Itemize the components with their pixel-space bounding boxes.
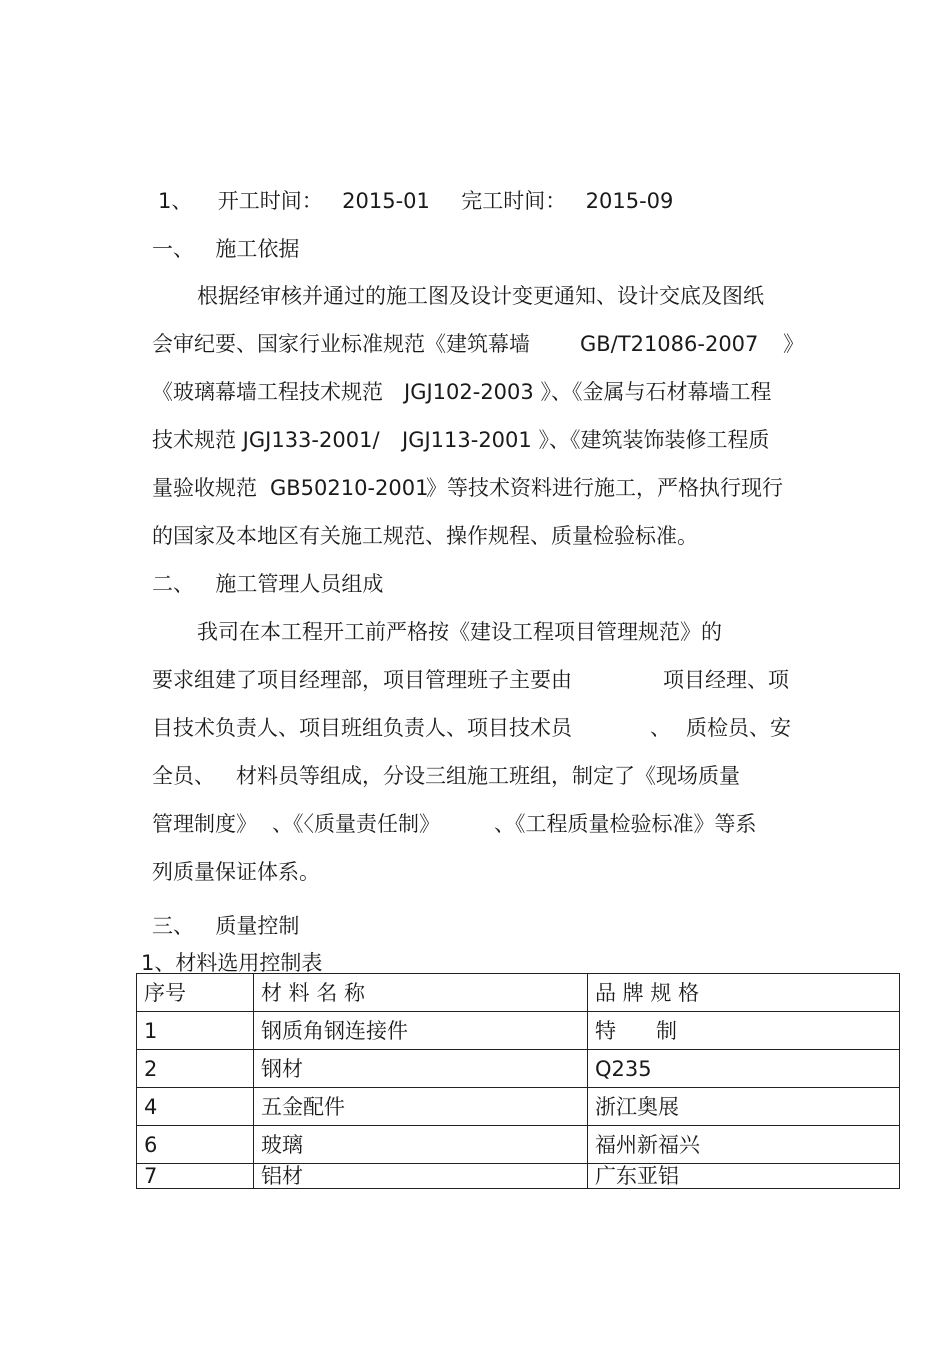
heading-text: 施工依据 [215, 237, 300, 261]
paragraph-line: 材料员等组成，分设三组施工班组，制定了《现场质量 [236, 764, 740, 788]
heading-number: 二、 [152, 572, 194, 596]
section-heading [152, 570, 383, 598]
heading-number: 三、 [152, 914, 194, 938]
table-cell: 2 [137, 1050, 254, 1088]
end-label: 完工时间： [461, 189, 567, 213]
table-cell: 五金配件 [254, 1088, 588, 1126]
header-cell: 材 料 名 称 [254, 974, 588, 1012]
paragraph-line: 管理制度》 [152, 812, 257, 836]
heading-text: 质量控制 [215, 914, 300, 938]
section-heading [152, 235, 299, 263]
table-cell: 4 [137, 1088, 254, 1126]
material-table [136, 973, 900, 1189]
paragraph-line: 列质量保证体系。 [152, 860, 320, 884]
paragraph-line: 质检员、安 [686, 716, 791, 740]
table-cell: 1 [137, 1012, 254, 1050]
table-row [137, 1126, 900, 1164]
table-cell: 铝材 [254, 1164, 588, 1189]
table-cell: 福州新福兴 [588, 1126, 900, 1164]
paragraph-line: 根据经审核并通过的施工图及设计变更通知、设计交底及图纸 [197, 284, 764, 308]
table-cell: 浙江奥展 [588, 1088, 900, 1126]
schedule-line [158, 187, 673, 215]
table-cell: 玻璃 [254, 1126, 588, 1164]
paragraph-line: 、《〈质量责任制》 [272, 812, 440, 836]
table-row [137, 1164, 900, 1189]
section-heading [152, 912, 299, 940]
table-cell: 6 [137, 1126, 254, 1164]
paragraph-line: GB50210-2001 [270, 476, 429, 500]
table-row [137, 1012, 900, 1050]
paragraph-line: 》 [783, 332, 804, 356]
paragraph-line: 技术规范 JGJ133-2001/ [152, 428, 380, 452]
table-row [137, 1050, 900, 1088]
table-caption: 1、材料选用控制表 [141, 951, 323, 975]
table-cell: 7 [137, 1164, 254, 1189]
start-value: 2015-01 [342, 189, 430, 213]
table-cell: 广东亚铝 [588, 1164, 900, 1189]
paragraph-line: 项目经理、项 [663, 668, 789, 692]
paragraph-line: 、《工程质量检验标准》等系 [494, 812, 757, 836]
paragraph-line: 全员、 [152, 764, 215, 788]
start-label: 开工时间： [217, 189, 323, 213]
table-cell: Q235 [588, 1050, 900, 1088]
paragraph-line: GB/T21086-2007 [580, 332, 759, 356]
header-cell: 品 牌 规 格 [588, 974, 900, 1012]
heading-text: 施工管理人员组成 [215, 572, 384, 596]
table-header-row [137, 974, 900, 1012]
paragraph-line: 、 [650, 716, 671, 740]
table-row [137, 1088, 900, 1126]
table-cell: 钢材 [254, 1050, 588, 1088]
paragraph-line: 要求组建了项目经理部，项目管理班子主要由 [152, 668, 572, 692]
paragraph-line: JGJ113-2001 》、《建筑装饰装修工程质 [402, 428, 770, 452]
paragraph-line: 会审纪要、国家行业标准规范《建筑幕墙 [152, 332, 530, 356]
end-value: 2015-09 [585, 189, 674, 213]
paragraph-line: 我司在本工程开工前严格按《建设工程项目管理规范》的 [197, 620, 722, 644]
paragraph-line: 量验收规范 [152, 476, 257, 500]
paragraph-line: 《玻璃幕墙工程技术规范 [152, 380, 383, 404]
table-cell: 特 制 [588, 1012, 900, 1050]
paragraph-line: 》等技术资料进行施工，严格执行现行 [426, 476, 783, 500]
paragraph-line: 的国家及本地区有关施工规范、操作规程、质量检验标准。 [152, 524, 698, 548]
paragraph-line: 目技术负责人、项目班组负责人、项目技术员 [152, 716, 572, 740]
heading-number: 一、 [152, 237, 194, 261]
table-cell: 钢质角钢连接件 [254, 1012, 588, 1050]
header-cell: 序号 [137, 974, 254, 1012]
schedule-number: 1、 [158, 189, 193, 213]
paragraph-line: JGJ102-2003 》、《金属与石材幕墙工程 [404, 380, 772, 404]
